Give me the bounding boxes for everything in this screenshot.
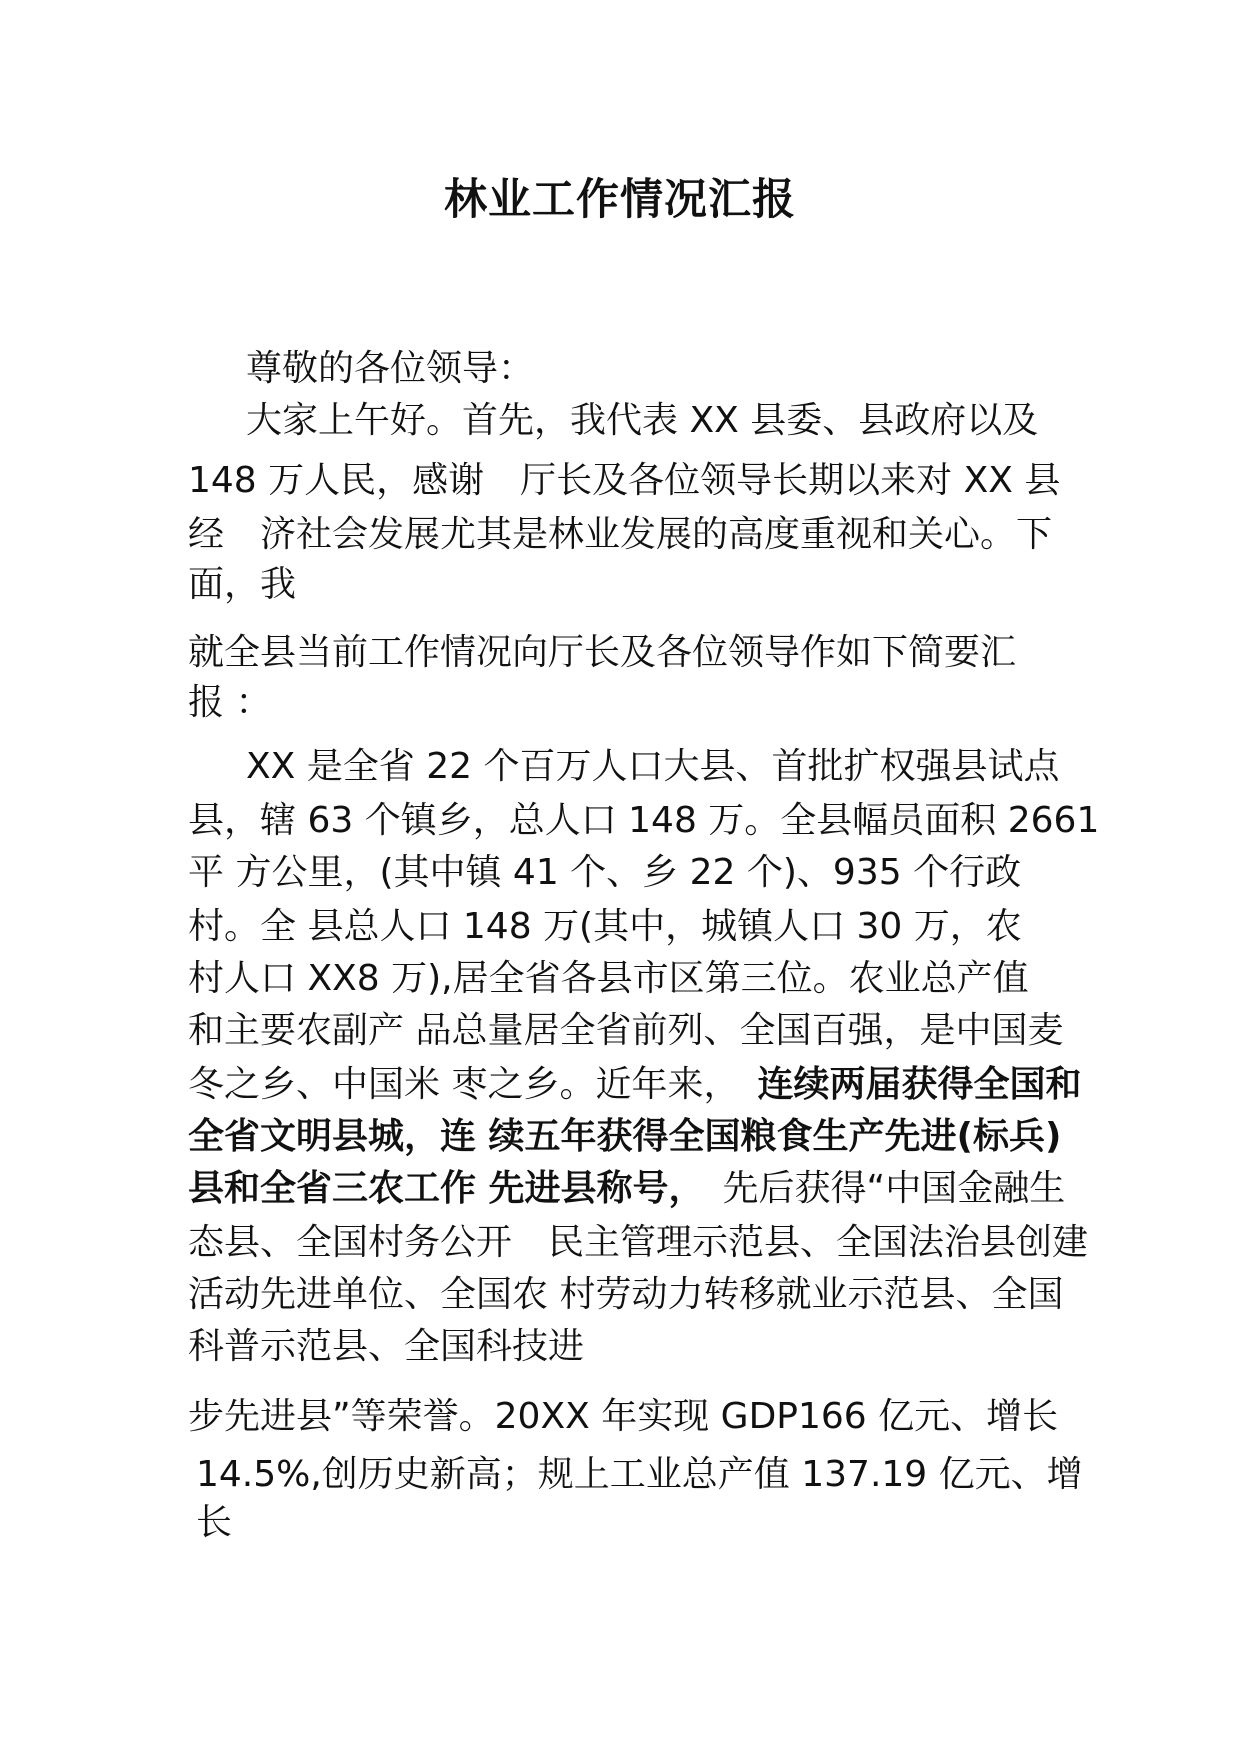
body-line: 县，辖 63 个镇乡，总人口 148 万。全县幅员面积 2661 (188, 800, 1100, 841)
body-line (188, 1164, 1065, 1214)
body-line: 经 济社会发展尤其是林业发展的高度重视和关心。下 (188, 514, 1053, 555)
body-line (188, 1060, 1081, 1110)
body-line: 村人口 XX8 万),居全省各县市区第三位。农业总产值 (188, 958, 1029, 999)
body-line: 态县、全国村务公开 民主管理示范县、全国法治县创建 (188, 1222, 1089, 1263)
body-line: 就全县当前工作情况向厅长及各位领导作如下简要汇 (188, 632, 1017, 673)
document-title: 林业工作情况汇报 (444, 175, 796, 225)
salutation: 尊敬的各位领导： (246, 348, 535, 389)
body-line: 科普示范县、全国科技进 (188, 1326, 585, 1367)
body-line-bold: 全省文明县城，连 续五年获得全国粮食生产先进(标兵) (188, 1116, 1062, 1157)
body-line: 面，我 (188, 564, 297, 605)
body-text: 冬之乡、中国米 枣之乡。近年来， (188, 1064, 758, 1105)
body-text: 先后获得“中国金融生 (686, 1168, 1066, 1209)
bold-text: 县和全省三农工作 先进县称号， (188, 1168, 687, 1209)
body-line: 活动先进单位、全国农 村劳动力转移就业示范县、全国 (188, 1274, 1064, 1315)
body-line: 平 方公里，(其中镇 41 个、乡 22 个)、935 个行政 (188, 852, 1022, 893)
body-line: 长 (196, 1502, 233, 1543)
body-line: 大家上午好。首先，我代表 XX 县委、县政府以及 (246, 400, 1039, 441)
body-line: 14.5%,创历史新高；规上工业总产值 137.19 亿元、增 (196, 1454, 1083, 1495)
body-line: 步先进县”等荣誉。20XX 年实现 GDP166 亿元、增长 (188, 1396, 1059, 1437)
body-line: 报 ： (188, 682, 272, 723)
body-line: 148 万人民，感谢 厅长及各位领导长期以来对 XX 县 (188, 460, 1061, 501)
body-line: 村。全 县总人口 148 万(其中，城镇人口 30 万，农 (188, 906, 1022, 947)
body-line: 和主要农副产 品总量居全省前列、全国百强，是中国麦 (188, 1010, 1064, 1051)
body-line: XX 是全省 22 个百万人口大县、首批扩权强县试点 (246, 746, 1060, 787)
bold-text: 连续两届获得全国和 (757, 1064, 1082, 1105)
